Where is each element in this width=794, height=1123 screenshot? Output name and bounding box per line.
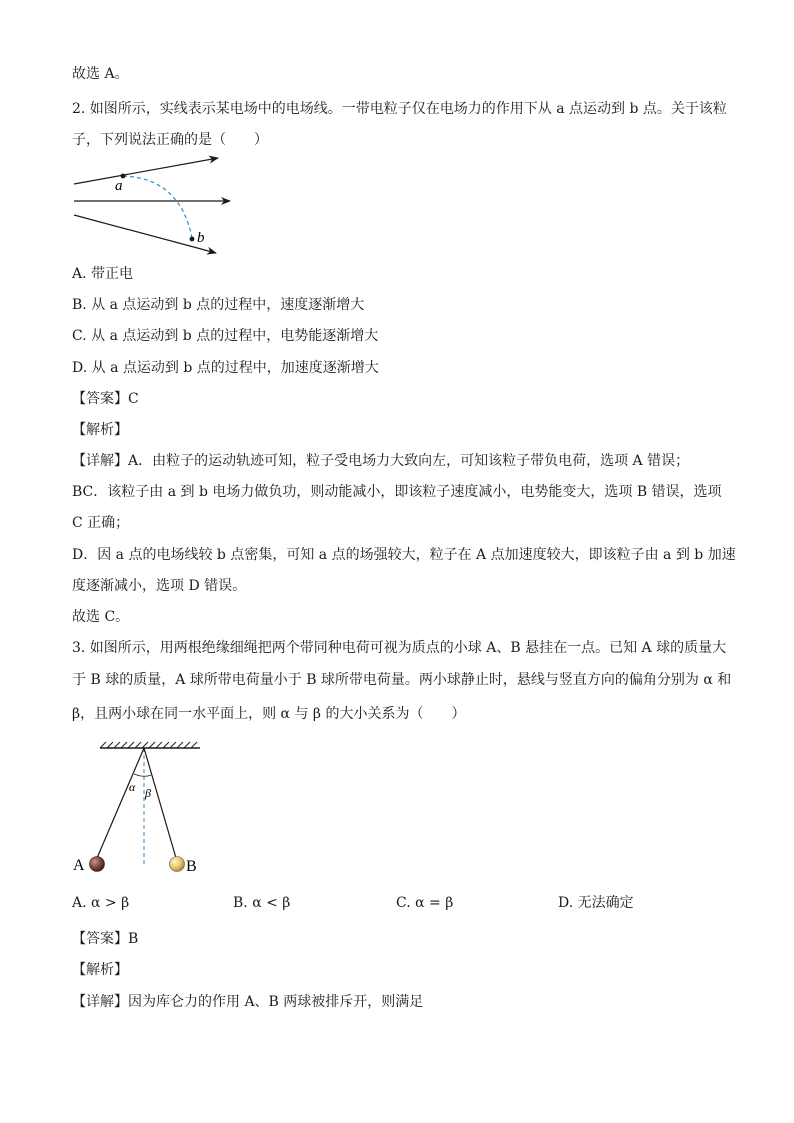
q3-stem-line3: β，且两小球在同一水平面上，则 α 与 β 的大小关系为（ ） xyxy=(72,706,466,722)
q2-option-d: D. 从 a 点运动到 b 点的过程中，加速度逐渐增大 xyxy=(72,360,379,376)
label-a: a xyxy=(115,178,123,194)
angle-arc xyxy=(134,774,151,776)
ball-a xyxy=(90,857,105,872)
q2-answer: 【答案】C xyxy=(72,391,139,407)
string-a xyxy=(97,748,144,858)
q2-stem-line2: 子，下列说法正确的是（ ） xyxy=(72,132,268,148)
q3-answer: 【答案】B xyxy=(72,931,139,947)
q3-option-c: C. α = β xyxy=(396,895,454,911)
q2-detail-line2: BC．该粒子由 a 到 b 电场力做负功，则动能减小，即该粒子速度减小，电势能变大，选项 B 错误，选项 xyxy=(72,484,722,500)
q2-option-b: B. 从 a 点运动到 b 点的过程中，速度逐渐增大 xyxy=(72,297,365,313)
point-b xyxy=(190,237,195,242)
label-alpha: α xyxy=(129,780,136,794)
q2-field-lines-figure xyxy=(68,152,238,260)
q2-detail-line1: 【详解】A．由粒子的运动轨迹可知，粒子受电场力大致向左，可知该粒子带负电荷，选项 A 错误； xyxy=(72,453,690,469)
label-b: b xyxy=(197,230,205,246)
q2-stem-line1: 2. 如图所示，实线表示某电场中的电场线。一带电粒子仅在电场力的作用下从 a 点运动到 b 点。关于该粒 xyxy=(72,101,727,117)
ceiling-hatch xyxy=(100,742,197,748)
particle-trajectory xyxy=(123,176,192,238)
q3-option-a: A. α > β xyxy=(72,895,130,911)
q3-analysis-heading: 【解析】 xyxy=(72,962,128,978)
q2-detail-line4: D．因 a 点的电场线较 b 点密集，可知 a 点的场强较大，粒子在 A 点加速度较大，即该粒子由 a 到 b 加速 xyxy=(72,547,736,563)
label-beta: β xyxy=(145,786,151,800)
prev-conclusion: 故选 A。 xyxy=(72,66,129,82)
label-ball-a: A xyxy=(73,857,85,874)
q2-conclusion: 故选 C。 xyxy=(72,609,130,625)
q3-detail-line1: 【详解】因为库仑力的作用 A、B 两球被排斥开，则满足 xyxy=(72,994,424,1010)
q3-option-d: D. 无法确定 xyxy=(558,895,634,911)
q2-option-a: A. 带正电 xyxy=(72,266,134,282)
string-b xyxy=(144,748,176,858)
field-line-bottom xyxy=(74,215,216,253)
q2-analysis-heading: 【解析】 xyxy=(72,422,128,438)
ball-b xyxy=(170,857,185,872)
q3-option-b: B. α < β xyxy=(233,895,291,911)
q2-detail-line5: 度逐渐减小，选项 D 错误。 xyxy=(72,578,247,594)
label-ball-b: B xyxy=(186,858,197,875)
q3-stem-line1: 3. 如图所示，用两根绝缘细绳把两个带同种电荷可视为质点的小球 A、B 悬挂在一点。已知 A 球的质量大 xyxy=(72,640,727,656)
q3-pendulum-figure xyxy=(70,740,210,880)
q2-option-c: C. 从 a 点运动到 b 点的过程中，电势能逐渐增大 xyxy=(72,328,379,344)
q3-stem-line2: 于 B 球的质量，A 球所带电荷量小于 B 球所带电荷量。两小球静止时，悬线与竖直方向的偏角分别为 α 和 xyxy=(72,672,732,688)
q2-detail-line3: C 正确； xyxy=(72,515,130,531)
